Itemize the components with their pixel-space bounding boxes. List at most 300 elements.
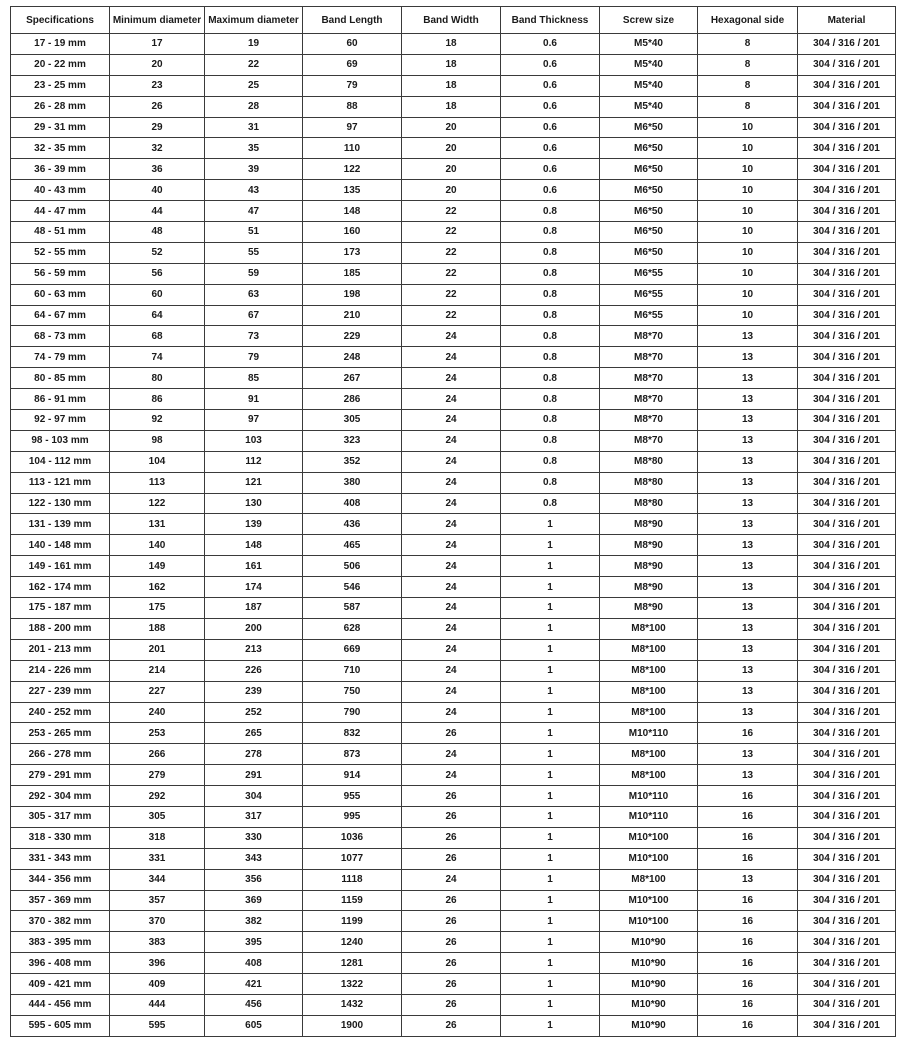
table-row [11, 242, 896, 263]
table-cell: 13 [698, 744, 798, 765]
table-cell: 22 [402, 305, 501, 326]
table-cell: 16 [698, 890, 798, 911]
table-row [11, 911, 896, 932]
table-cell: 304 / 316 / 201 [798, 974, 896, 995]
table-cell: 148 [205, 535, 303, 556]
table-cell: 0.8 [501, 410, 600, 431]
table-cell: 22 [402, 222, 501, 243]
table-row [11, 577, 896, 598]
table-cell: 10 [698, 305, 798, 326]
table-cell: 22 [205, 54, 303, 75]
table-cell: 0.6 [501, 117, 600, 138]
table-cell: 267 [303, 368, 402, 389]
table-cell: 304 / 316 / 201 [798, 639, 896, 660]
table-cell: 74 [110, 347, 205, 368]
table-row [11, 430, 896, 451]
table-cell: 304 / 316 / 201 [798, 911, 896, 932]
table-cell: 304 / 316 / 201 [798, 660, 896, 681]
table-cell: 10 [698, 201, 798, 222]
table-cell: 1 [501, 639, 600, 660]
table-cell: M10*90 [600, 1015, 698, 1036]
table-cell: 444 [110, 994, 205, 1015]
table-cell: 305 [110, 806, 205, 827]
table-cell: M8*90 [600, 535, 698, 556]
table-cell: 240 [110, 702, 205, 723]
table-cell: 304 / 316 / 201 [798, 848, 896, 869]
table-cell: 26 - 28 mm [11, 96, 110, 117]
table-cell: 0.8 [501, 305, 600, 326]
spec-table [10, 6, 896, 1037]
table-cell: 304 / 316 / 201 [798, 786, 896, 807]
table-cell: 304 / 316 / 201 [798, 75, 896, 96]
header-cell: Material [798, 7, 896, 34]
table-row [11, 702, 896, 723]
table-cell: 214 [110, 660, 205, 681]
table-cell: 292 [110, 786, 205, 807]
table-row [11, 890, 896, 911]
table-cell: 26 [402, 1015, 501, 1036]
table-cell: M8*70 [600, 326, 698, 347]
table-cell: 86 [110, 389, 205, 410]
table-cell: 19 [205, 34, 303, 55]
table-cell: 97 [205, 410, 303, 431]
table-cell: 370 - 382 mm [11, 911, 110, 932]
table-cell: 16 [698, 848, 798, 869]
table-cell: 97 [303, 117, 402, 138]
table-cell: 0.6 [501, 138, 600, 159]
table-cell: 20 - 22 mm [11, 54, 110, 75]
table-cell: 13 [698, 618, 798, 639]
table-cell: 873 [303, 744, 402, 765]
table-cell: 31 [205, 117, 303, 138]
table-cell: 1 [501, 953, 600, 974]
table-cell: 16 [698, 1015, 798, 1036]
table-cell: 1 [501, 890, 600, 911]
table-cell: 52 - 55 mm [11, 242, 110, 263]
table-cell: 24 [402, 368, 501, 389]
table-cell: 79 [303, 75, 402, 96]
table-cell: 229 [303, 326, 402, 347]
table-cell: M5*40 [600, 75, 698, 96]
table-cell: 24 [402, 451, 501, 472]
table-cell: 55 [205, 242, 303, 263]
table-cell: 444 - 456 mm [11, 994, 110, 1015]
table-cell: 52 [110, 242, 205, 263]
table-cell: 506 [303, 556, 402, 577]
table-cell: 383 - 395 mm [11, 932, 110, 953]
table-cell: 24 [402, 702, 501, 723]
table-cell: 139 [205, 514, 303, 535]
table-cell: M8*100 [600, 639, 698, 660]
table-cell: 1 [501, 681, 600, 702]
table-row [11, 848, 896, 869]
table-cell: 10 [698, 117, 798, 138]
table-cell: 24 [402, 556, 501, 577]
table-cell: 64 - 67 mm [11, 305, 110, 326]
table-cell: 227 [110, 681, 205, 702]
table-cell: 79 [205, 347, 303, 368]
table-cell: 23 - 25 mm [11, 75, 110, 96]
table-cell: 198 [303, 284, 402, 305]
table-cell: 174 [205, 577, 303, 598]
table-cell: 148 [303, 201, 402, 222]
table-cell: 13 [698, 639, 798, 660]
table-cell: M6*55 [600, 305, 698, 326]
table-cell: 59 [205, 263, 303, 284]
table-cell: 26 [402, 911, 501, 932]
table-cell: 265 [205, 723, 303, 744]
table-cell: 36 [110, 159, 205, 180]
table-cell: M5*40 [600, 96, 698, 117]
table-cell: 304 / 316 / 201 [798, 681, 896, 702]
table-cell: 85 [205, 368, 303, 389]
table-cell: 357 [110, 890, 205, 911]
table-cell: 26 [402, 890, 501, 911]
table-cell: 304 / 316 / 201 [798, 1015, 896, 1036]
table-cell: 1 [501, 848, 600, 869]
table-cell: 1 [501, 744, 600, 765]
table-cell: 26 [402, 723, 501, 744]
table-cell: 13 [698, 514, 798, 535]
table-cell: 47 [205, 201, 303, 222]
table-cell: 0.8 [501, 493, 600, 514]
header-cell: Minimum diameter [110, 7, 205, 34]
table-cell: 0.6 [501, 54, 600, 75]
table-cell: 160 [303, 222, 402, 243]
table-cell: 18 [402, 54, 501, 75]
table-cell: 13 [698, 535, 798, 556]
table-cell: M8*100 [600, 660, 698, 681]
table-cell: 43 [205, 180, 303, 201]
table-cell: 344 - 356 mm [11, 869, 110, 890]
table-cell: 304 / 316 / 201 [798, 34, 896, 55]
table-cell: 1281 [303, 953, 402, 974]
table-cell: 465 [303, 535, 402, 556]
table-cell: 22 [402, 263, 501, 284]
table-cell: 595 [110, 1015, 205, 1036]
table-cell: 80 - 85 mm [11, 368, 110, 389]
table-row [11, 806, 896, 827]
table-cell: 13 [698, 660, 798, 681]
table-cell: 10 [698, 138, 798, 159]
table-cell: 304 / 316 / 201 [798, 869, 896, 890]
table-cell: 408 [303, 493, 402, 514]
table-cell: M8*100 [600, 702, 698, 723]
table-cell: 16 [698, 723, 798, 744]
table-cell: 304 / 316 / 201 [798, 765, 896, 786]
table-row [11, 827, 896, 848]
table-cell: 24 [402, 430, 501, 451]
table-cell: 331 - 343 mm [11, 848, 110, 869]
table-cell: 36 - 39 mm [11, 159, 110, 180]
table-row [11, 660, 896, 681]
table-cell: 1 [501, 702, 600, 723]
table-cell: 26 [402, 827, 501, 848]
table-cell: 0.6 [501, 159, 600, 180]
table-cell: M10*110 [600, 806, 698, 827]
table-cell: 44 - 47 mm [11, 201, 110, 222]
table-cell: 1118 [303, 869, 402, 890]
table-cell: 135 [303, 180, 402, 201]
table-cell: 343 [205, 848, 303, 869]
table-cell: 210 [303, 305, 402, 326]
table-cell: 18 [402, 96, 501, 117]
table-cell: 409 - 421 mm [11, 974, 110, 995]
table-cell: 286 [303, 389, 402, 410]
table-row [11, 326, 896, 347]
table-cell: 64 [110, 305, 205, 326]
table-cell: 24 [402, 493, 501, 514]
table-cell: 213 [205, 639, 303, 660]
table-cell: 331 [110, 848, 205, 869]
table-cell: 304 / 316 / 201 [798, 389, 896, 410]
table-cell: 1240 [303, 932, 402, 953]
table-cell: 104 - 112 mm [11, 451, 110, 472]
table-cell: 10 [698, 263, 798, 284]
table-cell: 63 [205, 284, 303, 305]
table-cell: 92 [110, 410, 205, 431]
table-cell: 200 [205, 618, 303, 639]
table-cell: 26 [110, 96, 205, 117]
table-cell: 304 / 316 / 201 [798, 263, 896, 284]
table-cell: 161 [205, 556, 303, 577]
table-cell: M8*100 [600, 869, 698, 890]
table-cell: 16 [698, 827, 798, 848]
table-cell: M6*50 [600, 242, 698, 263]
table-cell: 68 [110, 326, 205, 347]
table-cell: 13 [698, 368, 798, 389]
table-cell: M8*100 [600, 681, 698, 702]
table-row [11, 410, 896, 431]
table-cell: M5*40 [600, 54, 698, 75]
table-row [11, 263, 896, 284]
table-cell: 304 / 316 / 201 [798, 577, 896, 598]
table-cell: 305 [303, 410, 402, 431]
table-cell: 24 [402, 472, 501, 493]
table-cell: 252 [205, 702, 303, 723]
table-cell: 546 [303, 577, 402, 598]
table-cell: 16 [698, 994, 798, 1015]
table-cell: 0.8 [501, 389, 600, 410]
table-cell: 122 [303, 159, 402, 180]
table-cell: 1 [501, 723, 600, 744]
table-cell: 1 [501, 556, 600, 577]
table-cell: 304 / 316 / 201 [798, 451, 896, 472]
table-cell: 74 - 79 mm [11, 347, 110, 368]
table-cell: 0.6 [501, 34, 600, 55]
table-cell: 32 [110, 138, 205, 159]
table-cell: 1077 [303, 848, 402, 869]
table-cell: 304 / 316 / 201 [798, 326, 896, 347]
table-cell: 790 [303, 702, 402, 723]
table-cell: 68 - 73 mm [11, 326, 110, 347]
table-cell: 26 [402, 848, 501, 869]
table-row [11, 75, 896, 96]
table-cell: 291 [205, 765, 303, 786]
table-row [11, 201, 896, 222]
table-cell: 98 [110, 430, 205, 451]
table-cell: 10 [698, 159, 798, 180]
table-cell: 188 - 200 mm [11, 618, 110, 639]
table-cell: 456 [205, 994, 303, 1015]
table-row [11, 556, 896, 577]
table-cell: 396 [110, 953, 205, 974]
table-cell: 356 [205, 869, 303, 890]
table-cell: M6*50 [600, 180, 698, 201]
table-cell: 56 - 59 mm [11, 263, 110, 284]
table-cell: M8*80 [600, 472, 698, 493]
table-cell: 0.8 [501, 430, 600, 451]
table-row [11, 222, 896, 243]
table-cell: 248 [303, 347, 402, 368]
table-cell: M6*50 [600, 117, 698, 138]
table-row [11, 932, 896, 953]
table-cell: M8*90 [600, 598, 698, 619]
table-cell: 24 [402, 869, 501, 890]
table-cell: 24 [402, 514, 501, 535]
table-cell: 23 [110, 75, 205, 96]
table-cell: 357 - 369 mm [11, 890, 110, 911]
table-cell: M10*100 [600, 827, 698, 848]
table-cell: 304 / 316 / 201 [798, 953, 896, 974]
table-cell: M8*70 [600, 368, 698, 389]
table-cell: 16 [698, 786, 798, 807]
table-cell: 13 [698, 326, 798, 347]
table-row [11, 744, 896, 765]
table-body [11, 34, 896, 1037]
table-cell: 162 - 174 mm [11, 577, 110, 598]
table-cell: 24 [402, 347, 501, 368]
table-cell: 1159 [303, 890, 402, 911]
table-cell: 304 / 316 / 201 [798, 932, 896, 953]
table-cell: 110 [303, 138, 402, 159]
table-cell: 318 [110, 827, 205, 848]
table-cell: 44 [110, 201, 205, 222]
table-cell: 10 [698, 222, 798, 243]
table-cell: M10*90 [600, 953, 698, 974]
table-cell: 8 [698, 96, 798, 117]
table-cell: 103 [205, 430, 303, 451]
table-cell: 24 [402, 681, 501, 702]
table-cell: 750 [303, 681, 402, 702]
table-cell: 113 [110, 472, 205, 493]
table-cell: 304 / 316 / 201 [798, 117, 896, 138]
table-row [11, 618, 896, 639]
table-cell: 318 - 330 mm [11, 827, 110, 848]
table-cell: 344 [110, 869, 205, 890]
table-cell: 24 [402, 389, 501, 410]
table-cell: 1 [501, 618, 600, 639]
table-cell: 279 [110, 765, 205, 786]
table-cell: M10*90 [600, 974, 698, 995]
table-cell: 29 [110, 117, 205, 138]
table-cell: 122 [110, 493, 205, 514]
table-cell: 1 [501, 577, 600, 598]
table-cell: 382 [205, 911, 303, 932]
table-cell: 587 [303, 598, 402, 619]
table-cell: 304 / 316 / 201 [798, 493, 896, 514]
table-cell: 13 [698, 472, 798, 493]
table-cell: 304 / 316 / 201 [798, 54, 896, 75]
table-cell: 1 [501, 1015, 600, 1036]
table-cell: 395 [205, 932, 303, 953]
table-cell: 122 - 130 mm [11, 493, 110, 514]
table-cell: 24 [402, 577, 501, 598]
table-cell: 0.8 [501, 451, 600, 472]
table-row [11, 368, 896, 389]
table-cell: 22 [402, 242, 501, 263]
table-row [11, 598, 896, 619]
table-cell: 304 / 316 / 201 [798, 180, 896, 201]
table-cell: 16 [698, 806, 798, 827]
table-cell: 20 [110, 54, 205, 75]
table-cell: 13 [698, 347, 798, 368]
table-cell: 8 [698, 54, 798, 75]
table-cell: 91 [205, 389, 303, 410]
table-cell: M10*100 [600, 890, 698, 911]
table-cell: 69 [303, 54, 402, 75]
table-cell: M6*50 [600, 138, 698, 159]
table-cell: 304 / 316 / 201 [798, 472, 896, 493]
table-cell: M6*50 [600, 222, 698, 243]
table-cell: M6*55 [600, 263, 698, 284]
table-cell: 16 [698, 932, 798, 953]
table-cell: 304 / 316 / 201 [798, 744, 896, 765]
table-cell: 266 [110, 744, 205, 765]
table-cell: 201 - 213 mm [11, 639, 110, 660]
table-cell: M6*50 [600, 159, 698, 180]
table-cell: 1 [501, 598, 600, 619]
table-cell: 330 [205, 827, 303, 848]
table-cell: 1 [501, 535, 600, 556]
table-cell: 226 [205, 660, 303, 681]
table-cell: 80 [110, 368, 205, 389]
table-row [11, 117, 896, 138]
table-row [11, 347, 896, 368]
table-cell: 304 / 316 / 201 [798, 618, 896, 639]
table-cell: 113 - 121 mm [11, 472, 110, 493]
table-cell: 60 [110, 284, 205, 305]
table-row [11, 765, 896, 786]
table-cell: 304 [205, 786, 303, 807]
table-cell: 92 - 97 mm [11, 410, 110, 431]
table-cell: 304 / 316 / 201 [798, 96, 896, 117]
table-cell: 187 [205, 598, 303, 619]
table-cell: 24 [402, 660, 501, 681]
table-row [11, 159, 896, 180]
header-cell: Hexagonal side [698, 7, 798, 34]
table-cell: 1 [501, 932, 600, 953]
table-cell: 24 [402, 410, 501, 431]
table-cell: 408 [205, 953, 303, 974]
table-cell: 13 [698, 598, 798, 619]
table-cell: 149 - 161 mm [11, 556, 110, 577]
table-cell: 28 [205, 96, 303, 117]
header-cell: Band Width [402, 7, 501, 34]
table-cell: 304 / 316 / 201 [798, 827, 896, 848]
table-cell: 253 [110, 723, 205, 744]
table-cell: 0.8 [501, 201, 600, 222]
table-cell: 0.6 [501, 75, 600, 96]
table-cell: 130 [205, 493, 303, 514]
table-cell: 18 [402, 75, 501, 96]
table-cell: 188 [110, 618, 205, 639]
table-cell: 13 [698, 765, 798, 786]
table-cell: 13 [698, 410, 798, 431]
table-cell: 304 / 316 / 201 [798, 598, 896, 619]
table-cell: 1 [501, 806, 600, 827]
table-row [11, 451, 896, 472]
